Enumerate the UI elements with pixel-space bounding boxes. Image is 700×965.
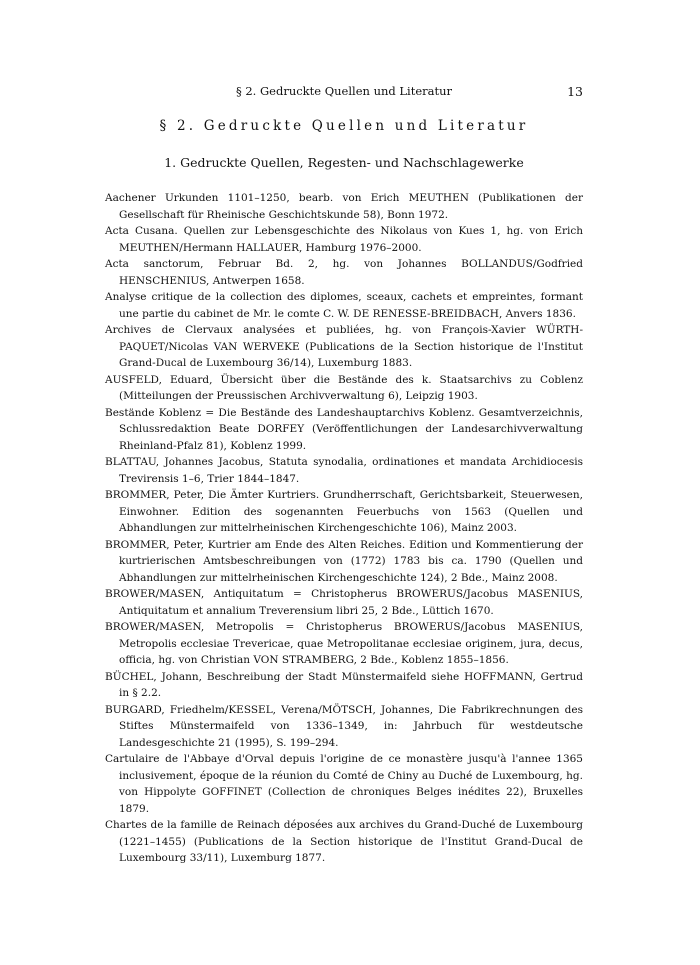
bibliography-entry: Aachener Urkunden 1101–1250, bearb. von Erich MEUTHEN (Publikationen der Gesellschaft für Rheinische Geschichtskunde 58), Bonn 1972. — [105, 192, 583, 221]
subsection-title: 1. Gedruckte Quellen, Regesten- und Nachschlagewerke — [164, 155, 524, 170]
bibliography-entry: Acta Cusana. Quellen zur Lebensgeschichte des Nikolaus von Kues 1, hg. von Erich MEUTHEN/Hermann HALLAUER, Hamburg 1976–2000. — [105, 225, 583, 254]
bibliography-entry: BÜCHEL, Johann, Beschreibung der Stadt Münstermaifeld siehe HOFFMANN, Gertrud in § 2.2. — [105, 670, 583, 699]
bibliography-entry: BLATTAU, Johannes Jacobus, Statuta synodalia, ordinationes et mandata Archidiocesis Trevirensis 1–6, Trier 1844–1847. — [105, 456, 583, 485]
bibliography-list — [105, 190, 583, 867]
running-head — [105, 84, 583, 104]
section-title: § 2. Gedruckte Quellen und Literatur — [159, 118, 529, 134]
bibliography-entry: BROWER/MASEN, Antiquitatum = Christopherus BROWERUS/Jacobus MASENIUS, Antiquitatum et annalium Treverensium libri 25, 2 Bde., Lüttich 1670. — [105, 588, 583, 617]
bibliography-entry: BROMMER, Peter, Kurtrier am Ende des Alten Reiches. Edition und Kommentierung der kurtrierischen Amtsbeschreibungen von (1772) 1783 bis ca. 1790 (Quellen und Abhandlungen zur mittelrheinischen Kirchengeschichte 124), 2 Bde., Mainz 2008. — [105, 538, 583, 584]
bibliography-entry: Chartes de la famille de Reinach déposées aux archives du Grand-Duché de Luxembourg (1221–1455) (Publications de la Section historique de l'Institut Grand-Ducal de Luxembourg 33/11), Luxemburg 1877. — [105, 819, 583, 864]
bibliography-entry: Analyse critique de la collection des diplomes, sceaux, cachets et empreintes, formant une partie du cabinet de Mr. le comte C. W. DE RENESSE-BREIDBACH, Anvers 1836. — [105, 291, 583, 320]
bibliography-entry: BROWER/MASEN, Metropolis = Christopherus BROWERUS/Jacobus MASENIUS, Metropolis ecclesiae Trevericae, quae Metropolitanae ecclesiae originem, jura, decus, officia, hg. von Christian VON STRAMBERG, 2 Bde., Koblenz 1855–1856. — [105, 621, 583, 666]
bibliography-entry: AUSFELD, Eduard, Übersicht über die Bestände des k. Staatsarchivs zu Coblenz (Mitteilungen der Preussischen Archivverwaltung 6), Leipzig 1903. — [105, 373, 583, 402]
bibliography-entry: Cartulaire de l'Abbaye d'Orval depuis l'origine de ce monastère jusqu'à l'annee 1365 inclusivement, époque de la réunion du Comté de Chiny au Duché de Luxembourg, hg. von Hippolyte GOFFINET (Collection de chroniques Belges inédites 22), Bruxelles 1879. — [105, 753, 583, 815]
bibliography-entry: BROMMER, Peter, Die Ämter Kurtriers. Grundherrschaft, Gerichtsbarkeit, Steuerwesen, Einwohner. Edition des sogenannten Feuerbuchs von 1563 (Quellen und Abhandlungen zur mittelrheinischen Kirchengeschichte 106), Mainz 2003. — [105, 489, 583, 534]
bibliography-entry: Acta sanctorum, Februar Bd. 2, hg. von Johannes BOLLANDUS/Godfried HENSCHENIUS, Antwerpen 1658. — [105, 258, 583, 287]
bibliography-entry: Archives de Clervaux analysées et publiées, hg. von François-Xavier WÜRTH-PAQUET/Nicolas VAN WERVEKE (Publications de la Section historique de l'Institut Grand-Ducal de Luxembourg 36/14), Luxemburg 1883. — [105, 324, 583, 369]
bibliography-entry: Bestände Koblenz = Die Bestände des Landeshauptarchivs Koblenz. Gesamtverzeichnis, Schlussredaktion Beate DORFEY (Veröffentlichungen der Landesarchivverwaltung Rheinland-Pfalz 81), Koblenz 1999. — [105, 406, 583, 452]
running-head-title: § 2. Gedruckte Quellen und Literatur — [235, 84, 453, 98]
page-number: 13 — [567, 84, 583, 99]
bibliography-entry: BURGARD, Friedhelm/KESSEL, Verena/MÖTSCH, Johannes, Die Fabrikrechnungen des Stiftes Münstermaifeld von 1336–1349, in: Jahrbuch für westdeutsche Landesgeschichte 21 (1995), S. 199–294. — [105, 703, 583, 749]
